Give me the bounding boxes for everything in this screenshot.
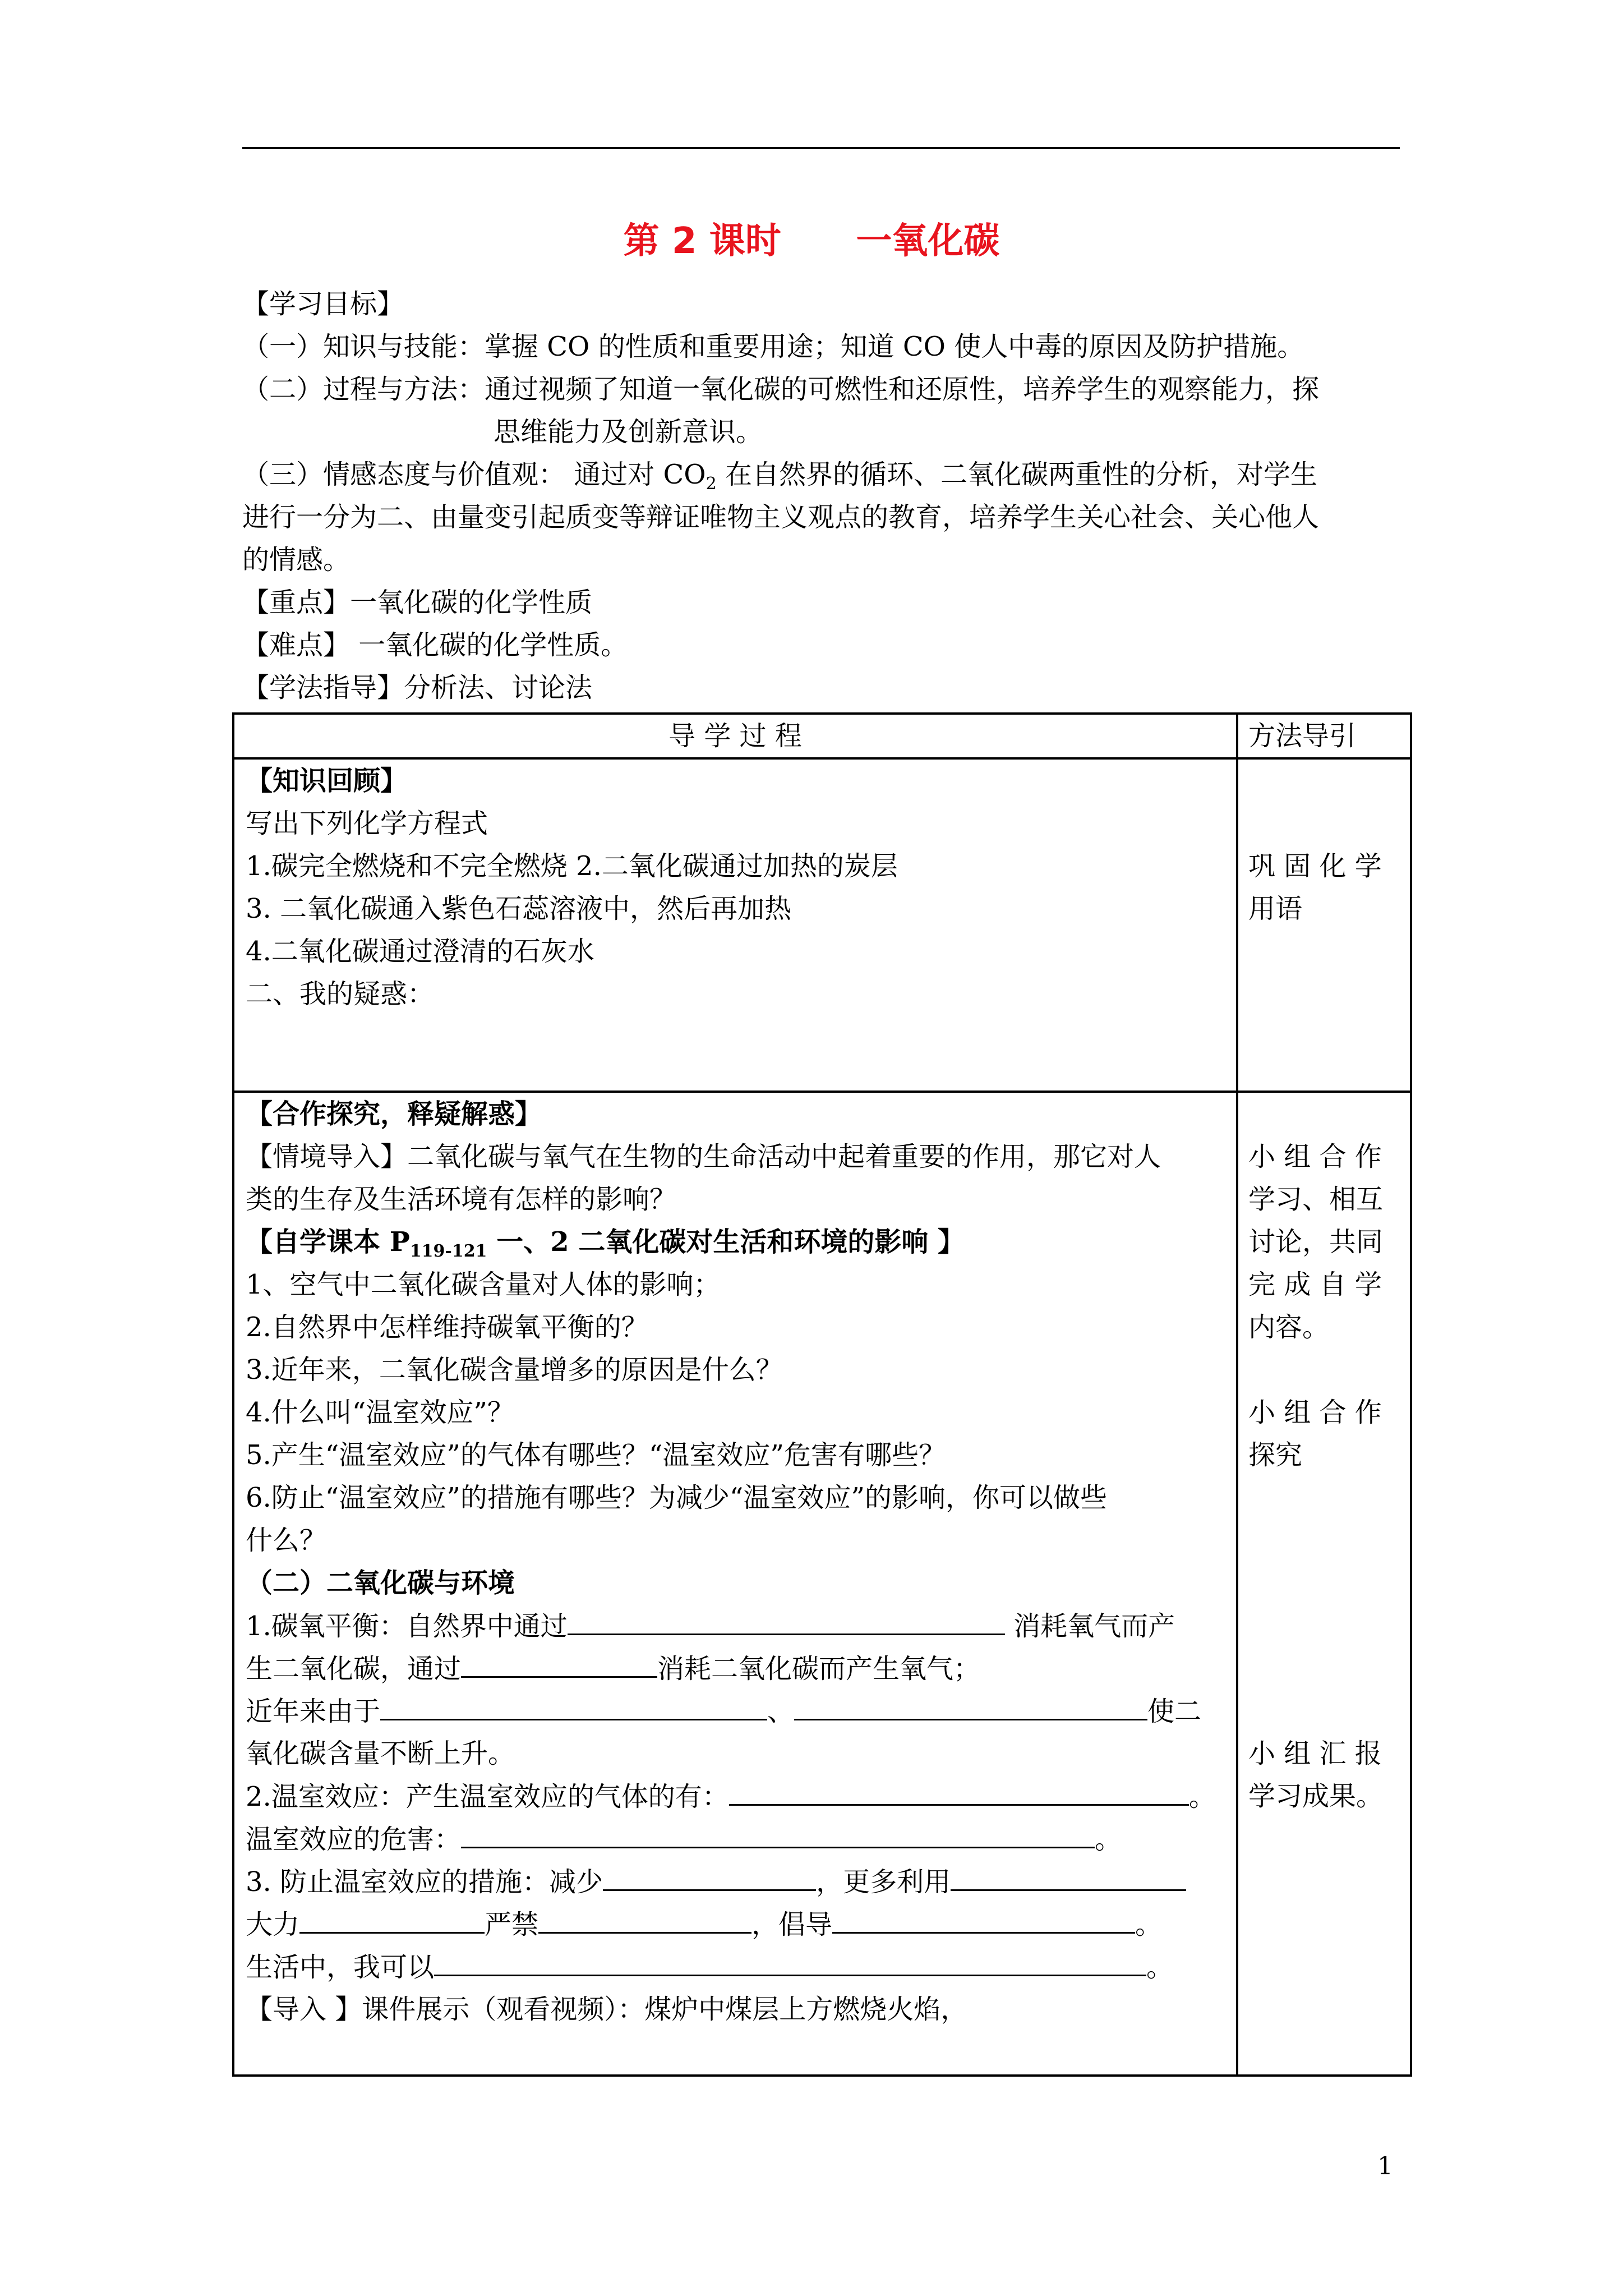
page-title: 第 2 课时 一氧化碳	[623, 220, 1000, 262]
objectives-heading: 【学习目标】	[242, 288, 404, 320]
explore-side-line-2: 学习、相互	[1248, 1184, 1384, 1215]
objective-emotion-line-2: 进行一分为二、由量变引起质变等辩证唯物主义观点的教育，培养学生关心社会、关心他人	[242, 501, 1320, 533]
guide-table	[232, 712, 1412, 2077]
review-side-line-1: 巩 固 化 学	[1248, 850, 1382, 882]
answer-blank[interactable]	[729, 1775, 1189, 1806]
section-2-heading: （二）二氧化碳与环境	[246, 1567, 515, 1599]
review-line-2: 1.碳完全燃烧和不完全燃烧 2.二氧化碳通过加热的炭层	[246, 850, 898, 882]
self-study-line: 【自学课本 $P_{119-121}$ 一、2 二氧化碳对生活和环境的影响 】	[246, 1226, 965, 1261]
answer-blank[interactable]	[380, 1690, 767, 1720]
header-guide-process: 导 学 过 程	[233, 714, 1237, 758]
intro-line-2: 类的生存及生活环境有怎样的影响？	[246, 1184, 677, 1215]
question-5: 5.产生“温室效应”的气体有哪些？“温室效应”危害有哪些？	[246, 1439, 946, 1471]
explore-cell	[233, 1092, 1237, 2076]
question-6-line-1: 6.防止“温室效应”的措施有哪些？为减少“温室效应”的影响，你可以做些	[246, 1482, 1107, 1513]
question-1: 1、空气中二氧化碳含量对人体的影响；	[246, 1269, 721, 1300]
explore-side-line-7: 探究	[1248, 1439, 1303, 1471]
review-line-1: 写出下列化学方程式	[246, 808, 488, 839]
review-line-4: 4.二氧化碳通过澄清的石灰水	[246, 936, 594, 967]
objective-knowledge: （一）知识与技能：掌握 CO 的性质和重要用途；知道 CO 使人中毒的原因及防护措施。	[242, 331, 1304, 362]
answer-blank[interactable]	[951, 1860, 1186, 1891]
answer-blank[interactable]	[461, 1818, 1095, 1848]
fill-line-2: 生二氧化碳，通过 消耗二氧化碳而产生氧气；	[246, 1647, 980, 1690]
question-6-line-2: 什么？	[246, 1525, 327, 1556]
lead-in-line: 【导入 】课件展示（观看视频）：煤炉中煤层上方燃烧火焰，	[246, 1994, 968, 2025]
header-rule	[242, 147, 1400, 149]
focus-line: 【重点】一氧化碳的化学性质	[242, 587, 593, 618]
question-3: 3.近年来，二氧化碳含量增多的原因是什么？	[246, 1354, 783, 1386]
review-cell	[233, 758, 1237, 1092]
explore-side-line-3: 讨论，共同	[1248, 1226, 1384, 1258]
fill-line-9: 生活中，我可以 。	[246, 1945, 1173, 1989]
explore-side-line-6: 小 组 合 作	[1248, 1397, 1382, 1428]
fill-line-8: 大力 严禁 ，倡导 。	[246, 1903, 1162, 1946]
page-number: 1	[1377, 2152, 1393, 2180]
explore-side-cell	[1237, 1092, 1411, 2076]
fill-line-3: 近年来由于 、 使二	[246, 1690, 1201, 1733]
question-4: 4.什么叫“温室效应”？	[246, 1397, 514, 1428]
answer-blank[interactable]	[461, 1647, 657, 1678]
objective-process-line-1: （二）过程与方法：通过视频了知道一氧化碳的可燃性和还原性，培养学生的观察能力，探	[242, 374, 1320, 405]
review-side-line-2: 用语	[1248, 893, 1303, 924]
fill-line-4: 氧化碳含量不断上升。	[246, 1738, 515, 1769]
fill-line-5: 2.温室效应：产生温室效应的气体的有： 。	[246, 1775, 1216, 1818]
question-2: 2.自然界中怎样维持碳氧平衡的？	[246, 1312, 648, 1343]
fill-line-7: 3. 防止温室效应的措施：减少 ，更多利用	[246, 1860, 1186, 1903]
explore-side-line-8: 小 组 汇 报	[1248, 1738, 1382, 1769]
explore-side-line-1: 小 组 合 作	[1248, 1141, 1382, 1172]
explore-heading: 【合作探究，释疑解惑】	[246, 1098, 542, 1130]
review-line-5: 二、我的疑惑：	[246, 978, 435, 1010]
fill-line-1: 1.碳氧平衡：自然界中通过 消耗氧气而产	[246, 1604, 1175, 1648]
review-side-cell	[1237, 758, 1411, 1092]
answer-blank[interactable]	[794, 1690, 1147, 1720]
objective-emotion-line-1: （三）情感态度与价值观： 通过对 $CO_2$ 在自然界的循环、二氧化碳两重性的分析，对学生	[242, 459, 1317, 494]
explore-side-line-5: 内容。	[1248, 1312, 1330, 1343]
fill-line-6: 温室效应的危害： 。	[246, 1818, 1122, 1861]
difficulty-line: 【难点】 一氧化碳的化学性质。	[242, 629, 628, 661]
explore-side-line-9: 学习成果。	[1248, 1780, 1384, 1812]
objective-process-line-2: 思维能力及创新意识。	[494, 416, 763, 448]
answer-blank[interactable]	[832, 1903, 1135, 1934]
answer-blank[interactable]	[538, 1903, 751, 1934]
answer-blank[interactable]	[603, 1860, 816, 1891]
review-line-3: 3. 二氧化碳通入紫色石蕊溶液中，然后再加热	[246, 893, 792, 924]
explore-side-line-4: 完 成 自 学	[1248, 1269, 1382, 1300]
review-heading: 【知识回顾】	[246, 765, 408, 797]
intro-line-1: 【情境导入】二氧化碳与氧气在生物的生命活动中起着重要的作用，那它对人	[246, 1141, 1161, 1172]
answer-blank[interactable]	[434, 1945, 1146, 1976]
answer-blank[interactable]	[299, 1903, 485, 1934]
method-guide-line: 【学法指导】分析法、讨论法	[242, 672, 593, 703]
header-method-guide: 方法导引	[1237, 714, 1411, 758]
answer-blank[interactable]	[568, 1604, 1005, 1635]
objective-emotion-line-3: 的情感。	[242, 544, 351, 576]
